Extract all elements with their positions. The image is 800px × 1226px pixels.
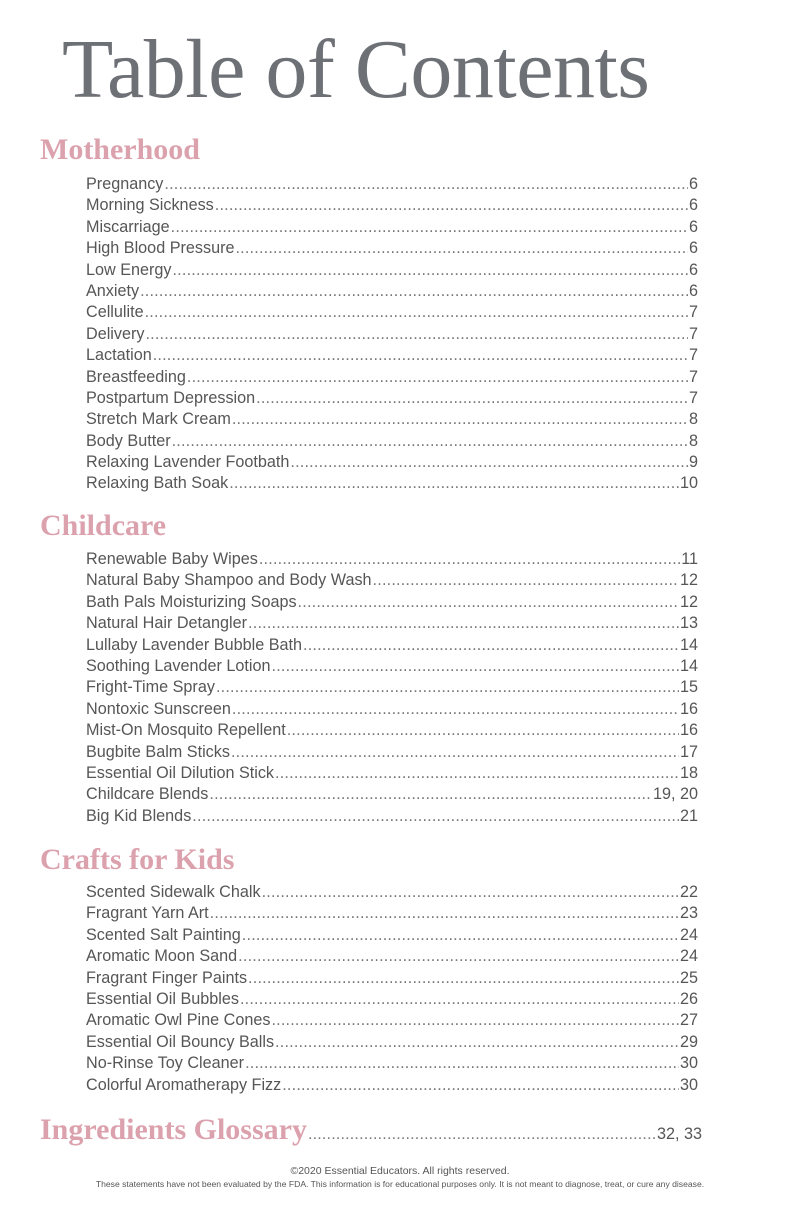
dot-leader — [298, 592, 679, 613]
entry-page-number: 10 — [679, 474, 698, 493]
entry-page-number: 11 — [681, 550, 698, 568]
dot-leader — [232, 409, 688, 430]
entry-label: Anxiety — [86, 281, 140, 300]
entry-page-number: 7 — [688, 346, 698, 365]
entry-label: Body Butter — [86, 431, 171, 450]
dot-leader — [282, 1075, 679, 1096]
toc-entry — [86, 409, 698, 430]
entry-label: High Blood Pressure — [86, 239, 235, 258]
entry-page-number: 6 — [688, 217, 698, 236]
entry-label: Natural Hair Detangler — [86, 614, 248, 633]
toc-entry — [86, 1032, 698, 1053]
footer — [0, 1164, 800, 1191]
toc-entry — [86, 742, 698, 763]
entry-page-number: 21 — [679, 806, 698, 825]
toc-entry — [86, 613, 698, 634]
entry-page-number: 6 — [688, 175, 698, 193]
entry-page-number: 30 — [679, 1075, 698, 1094]
entry-label: Postpartum Depression — [86, 388, 256, 407]
entry-page-number: 26 — [679, 989, 698, 1008]
dot-leader — [232, 699, 679, 720]
section-heading-glossary: Ingredients Glossary — [40, 1113, 307, 1146]
entry-label: Natural Baby Shampoo and Body Wash — [86, 571, 372, 590]
disclaimer-text: These statements have not been evaluated by the FDA. This information is for educational purposes only. It is not meant to diagnose, treat, or cure any disease. — [95, 1179, 705, 1189]
entry-page-number: 16 — [679, 721, 698, 740]
entry-page-number: 13 — [679, 614, 698, 633]
entry-page-number: 8 — [688, 410, 698, 429]
toc-entry — [86, 1075, 698, 1096]
toc-entry — [86, 238, 698, 259]
dot-leader — [215, 195, 688, 216]
entry-page-number: 14 — [679, 656, 698, 675]
toc-entry — [86, 302, 698, 323]
entry-page-number: 18 — [679, 763, 698, 782]
entry-page-number: 6 — [688, 281, 698, 300]
dot-leader — [153, 345, 688, 366]
dot-leader — [256, 388, 688, 409]
entry-label: Relaxing Lavender Footbath — [86, 453, 290, 472]
dot-leader — [209, 784, 652, 805]
section-entries-crafts-for-kids — [86, 882, 698, 1096]
toc-entry — [86, 431, 698, 452]
entry-page-number: 12 — [679, 592, 698, 611]
toc-entry — [86, 570, 698, 591]
toc-entry — [86, 1053, 698, 1074]
entry-label: Breastfeeding — [86, 367, 186, 386]
entry-page-number: 24 — [679, 947, 698, 966]
dot-leader — [192, 806, 679, 827]
dot-leader — [262, 882, 679, 903]
entry-label: Big Kid Blends — [86, 806, 192, 825]
toc-entry — [86, 549, 698, 570]
toc-entry — [86, 699, 698, 720]
toc-entry — [86, 989, 698, 1010]
entry-label: Stretch Mark Cream — [86, 410, 231, 429]
dot-leader — [303, 635, 679, 656]
toc-entry — [86, 260, 698, 281]
entry-label: Cellulite — [86, 303, 144, 322]
dot-leader — [140, 281, 688, 302]
dot-leader — [272, 656, 679, 677]
section-entries-childcare — [86, 549, 698, 827]
entry-label: Essential Oil Bouncy Balls — [86, 1032, 275, 1051]
entry-label: Renewable Baby Wipes — [86, 550, 258, 568]
dot-leader — [145, 324, 688, 345]
entry-page-number: 8 — [688, 431, 698, 450]
entry-page-number: 23 — [679, 904, 698, 923]
entry-page-number: 15 — [679, 678, 698, 697]
entry-label: Delivery — [86, 324, 145, 343]
entry-label: No-Rinse Toy Cleaner — [86, 1054, 245, 1073]
entry-label: Aromatic Moon Sand — [86, 947, 238, 966]
copyright-text: ©2020 Essential Educators. All rights reserved. — [290, 1165, 510, 1177]
entry-page-number: 7 — [688, 324, 698, 343]
entry-page-number: 17 — [679, 742, 698, 761]
entry-label: Scented Salt Painting — [86, 925, 241, 944]
dot-leader — [172, 260, 688, 281]
dot-leader — [238, 946, 679, 967]
dot-leader — [216, 677, 679, 698]
dot-leader — [210, 903, 679, 924]
entry-page-number: 6 — [688, 239, 698, 258]
entry-page-number: 25 — [679, 968, 698, 987]
entry-page-number: 24 — [679, 925, 698, 944]
entry-page-number: 7 — [688, 367, 698, 386]
entry-page-number: 19, 20 — [652, 785, 698, 804]
entry-page-number: 22 — [679, 883, 698, 901]
entry-page-number: 7 — [688, 388, 698, 407]
dot-leader — [240, 989, 679, 1010]
toc-entry — [86, 324, 698, 345]
entry-label: Fright-Time Spray — [86, 678, 215, 697]
entry-label: Lullaby Lavender Bubble Bath — [86, 635, 302, 654]
entry-label: Relaxing Bath Soak — [86, 474, 229, 493]
dot-leader — [259, 549, 680, 570]
entry-label: Bugbite Balm Sticks — [86, 742, 230, 761]
toc-entry — [86, 345, 698, 366]
entry-label: Childcare Blends — [86, 785, 209, 804]
toc-entry — [86, 720, 698, 741]
toc-entry — [86, 452, 698, 473]
toc-entry — [86, 656, 698, 677]
entry-label: Essential Oil Dilution Stick — [86, 763, 275, 782]
dot-leader — [229, 473, 679, 494]
toc-entry — [86, 473, 698, 494]
dot-leader — [231, 742, 679, 763]
entry-label: Pregnancy — [86, 175, 164, 193]
toc-entry — [86, 677, 698, 698]
section-heading-crafts-for-kids: Crafts for Kids — [40, 843, 235, 876]
dot-leader — [245, 1053, 679, 1074]
dot-leader — [172, 431, 688, 452]
toc-entry — [86, 946, 698, 967]
toc-entry — [86, 195, 698, 216]
dot-leader — [290, 452, 688, 473]
dot-leader — [373, 570, 679, 591]
entry-label: Scented Sidewalk Chalk — [86, 883, 261, 901]
dot-leader — [248, 613, 679, 634]
entry-page-number: 9 — [688, 453, 698, 472]
entry-label: Colorful Aromatherapy Fizz — [86, 1075, 282, 1094]
entry-label: Bath Pals Moisturizing Soaps — [86, 592, 297, 611]
section-heading-motherhood: Motherhood — [40, 133, 200, 166]
toc-entry — [86, 806, 698, 827]
dot-leader — [271, 1010, 679, 1031]
section-heading-childcare: Childcare — [40, 509, 167, 542]
dot-leader — [171, 217, 688, 238]
entry-page-number: 14 — [679, 635, 698, 654]
toc-entry — [86, 592, 698, 613]
entry-page-number: 12 — [679, 571, 698, 590]
toc-entry — [86, 635, 698, 656]
entry-page-number: 29 — [679, 1032, 698, 1051]
toc-entry — [86, 174, 698, 195]
dot-leader — [187, 367, 688, 388]
section-entries-motherhood — [86, 174, 698, 495]
toc-entry — [86, 903, 698, 924]
toc-entry — [86, 1010, 698, 1031]
dot-leader — [275, 1032, 679, 1053]
toc-entry — [86, 388, 698, 409]
dot-leader — [164, 174, 688, 195]
toc-entry — [86, 763, 698, 784]
dot-leader — [248, 968, 679, 989]
dot-leader — [287, 720, 679, 741]
dot-leader — [242, 925, 679, 946]
entry-page-number: 30 — [679, 1054, 698, 1073]
entry-label: Miscarriage — [86, 217, 170, 236]
entry-page-number: 6 — [688, 260, 698, 279]
dot-leader — [235, 238, 688, 259]
entry-page-number: 27 — [679, 1011, 698, 1030]
toc-entry — [86, 281, 698, 302]
entry-label: Morning Sickness — [86, 196, 214, 215]
entry-page-number: 6 — [688, 196, 698, 215]
entry-page-number: 16 — [679, 699, 698, 718]
entry-label: Mist-On Mosquito Repellent — [86, 721, 286, 740]
entry-label: Soothing Lavender Lotion — [86, 656, 271, 675]
toc-entry — [86, 882, 698, 903]
toc-entry — [86, 217, 698, 238]
entry-label: Fragrant Finger Paints — [86, 968, 248, 987]
entry-label: Nontoxic Sunscreen — [86, 699, 231, 718]
toc-entry — [86, 784, 698, 805]
dot-leader — [145, 302, 688, 323]
entry-label: Fragrant Yarn Art — [86, 904, 209, 923]
dot-leader — [308, 1126, 656, 1144]
glossary-page-number: 32, 33 — [656, 1125, 702, 1143]
dot-leader — [275, 763, 679, 784]
entry-label: Essential Oil Bubbles — [86, 989, 239, 1008]
toc-entry — [86, 968, 698, 989]
toc-entry — [86, 925, 698, 946]
entry-label: Low Energy — [86, 260, 172, 279]
entry-label: Aromatic Owl Pine Cones — [86, 1011, 271, 1030]
page-title: Table of Contents — [62, 23, 650, 116]
glossary-entry — [40, 1113, 702, 1147]
toc-entry — [86, 367, 698, 388]
entry-page-number: 7 — [688, 303, 698, 322]
entry-label: Lactation — [86, 346, 152, 365]
